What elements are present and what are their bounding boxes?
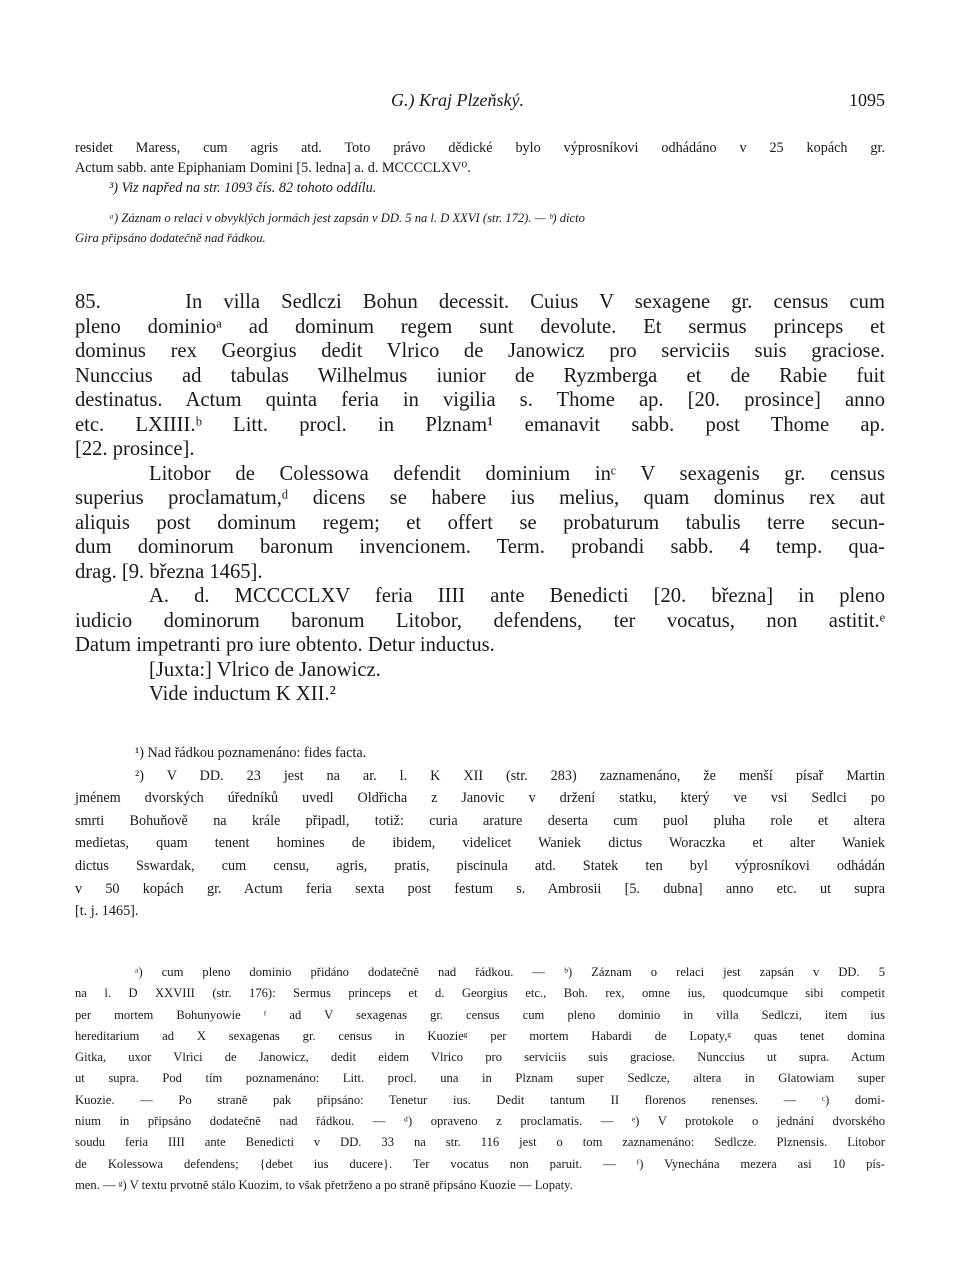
header-title: G.) Kraj Plzeňský. — [391, 90, 524, 110]
note-line: de Kolessowa defendens; {debet ius ducere}. Ter vocatus non paruit. — ᶠ) Vynechána mezera asi 10 pís- — [75, 1156, 885, 1171]
footnote-line: v 50 kopách gr. Actum feria sexta post festum s. Ambrosii [5. dubna] anno etc. ut supra — [75, 880, 885, 897]
entry-line: destinatus. Actum quinta feria in vigilia s. Thome ap. [20. prosince] anno — [75, 389, 885, 411]
note-line: men. — ᵍ) V textu prvotně stálo Kuozim, to však přetrženo a po straně připsáno Kuozie — Lopaty. — [75, 1177, 573, 1192]
letter-footnotes — [75, 962, 885, 1196]
note-line: soudu feria IIII ante Benedicti v DD. 33 na str. 116 jest o tom zaznamenáno: Sedlcze. Plznensis. Litobor — [75, 1135, 885, 1150]
vide-line: Vide inductum K XII.² — [149, 683, 336, 705]
note-line: ut supra. Pod tím poznamenáno: Litt. procl. una in Plznam super Sedlcze, altera in Glatowiam super — [75, 1071, 885, 1086]
text-line: Actum sabb. ante Epiphaniam Domini [5. ledna] a. d. MCCCCLXV⁰. — [75, 160, 471, 176]
footnote-line: ²) V DD. 23 jest na ar. l. K XII (str. 283) zaznamenáno, že menší písař Martin — [135, 767, 885, 784]
page-number: 1095 — [849, 90, 885, 110]
entry-line: Litobor de Colessowa defendit dominium inᶜ V sexagenis gr. census — [149, 462, 885, 485]
entry-line: iudicio dominorum baronum Litobor, defendens, ter vocatus, non astitit.ᵉ — [75, 609, 885, 632]
previous-entry-continuation — [75, 138, 885, 198]
juxta-line: [Juxta:] Vlrico de Janowicz. — [149, 658, 381, 681]
note-line: ᵃ) Záznam o relaci v obvyklých jormách jest zapsán v DD. 5 na l. D XXVI (str. 172). — ᵇ) dicto — [109, 211, 585, 225]
entry-line: dum dominorum baronum invencionem. Term. probandi sabb. 4 temp. qua- — [75, 536, 885, 558]
footnote-line: smrti Bohuňově na krále připadl, totiž: curia arature deserta cum puol pluha role et altera — [75, 812, 885, 829]
footnote-line: medietas, quam tenent homines de ibidem, videlicet Waniek dictus Woraczka et alter Waniek — [75, 835, 885, 852]
note-line: ᵃ) cum pleno dominio přidáno dodatečně nad řádkou. — ᵇ) Záznam o relaci jest zapsán v DD. 5 — [135, 965, 885, 979]
entry-line: etc. LXIIII.ᵇ Litt. procl. in Plznam¹ emanavit sabb. post Thome ap. — [75, 413, 885, 436]
entry-line: aliquis post dominum regem; et offert se probaturum tabulis terre secun- — [75, 511, 885, 534]
entry-line: pleno dominioᵃ ad dominum regem sunt devolute. Et sermus princeps et — [75, 315, 885, 338]
footnote-line: jménem dvorských úředníků uvedl Oldřicha z Janovic v držení statku, který ve vsi Sedlci po — [75, 790, 885, 807]
entry-line: superius proclamatum,ᵈ dicens se habere ius melius, quam dominus rex aut — [75, 487, 885, 509]
running-header — [75, 90, 885, 114]
numbered-footnotes — [75, 742, 885, 923]
footnote-line: [t. j. 1465]. — [75, 903, 139, 920]
entry-line: dominus rex Georgius dedit Vlrico de Janowicz pro serviciis suis graciose. — [75, 340, 885, 362]
entry-line: Datum impetranti pro iure obtento. Detur inductus. — [75, 634, 495, 656]
note-line: Gira připsáno dodatečně nad řádkou. — [75, 231, 266, 245]
entry-number: 85. — [75, 291, 101, 313]
entry-85 — [75, 290, 885, 707]
entry-line: drag. [9. března 1465]. — [75, 560, 263, 583]
note-line: Kuozie. — Po straně pak připsáno: Tenetur ius. Dedit tantum II florenos renenses. — ᶜ) domi- — [75, 1092, 885, 1107]
note-line: na l. D XXVIII (str. 176): Sermus princeps et d. Georgius etc., Boh. rex, omne ius, quodcumque sibi competit — [75, 986, 885, 1001]
note-line: per mortem Bohunyowie ᶠ ad V sexagenas gr. census cum pleno dominio in villa Sedlczi, item ius — [75, 1007, 885, 1022]
previous-entry-notes — [75, 208, 885, 248]
footnote-line: ¹) Nad řádkou poznamenáno: fides facta. — [135, 745, 367, 761]
entry-line: 85. In villa Sedlczi Bohun decessit. Cuius V sexagene gr. census cum — [75, 291, 885, 313]
note-line: Gitka, uxor Vlrici de Janowicz, dedit eidem Vlrico pro serviciis suis graciose. Nunccius ut supra. Actum — [75, 1050, 885, 1065]
entry-line: A. d. MCCCCLXV feria IIII ante Benedicti [20. března] in pleno — [149, 585, 885, 607]
footnote-line: dictus Sswardak, cum censu, agris, pratis, piscinula atd. Statek ten byl výprosníkovi odhádán — [75, 857, 885, 874]
entry-line: Nunccius ad tabulas Wilhelmus iunior de Ryzmberga et de Rabie fuit — [75, 364, 885, 387]
footnote-line: ³) Viz napřed na str. 1093 čís. 82 tohoto oddílu. — [109, 180, 377, 196]
note-line: nium in připsáno dodatečně nad řádkou. — ᵈ) opraveno z proclamatis. — ᵉ) V protokole o jednání dvorského — [75, 1114, 885, 1129]
entry-line: [22. prosince]. — [75, 438, 195, 460]
text-line: residet Maress, cum agris atd. Toto právo dědické bylo výprosníkovi odhádáno v 25 kopách gr. — [75, 140, 885, 156]
note-line: hereditarium ad X sexagenas gr. census in Kuozieᵍ per mortem Habardi de Lopaty,ᵍ quas tenet domina — [75, 1028, 885, 1043]
